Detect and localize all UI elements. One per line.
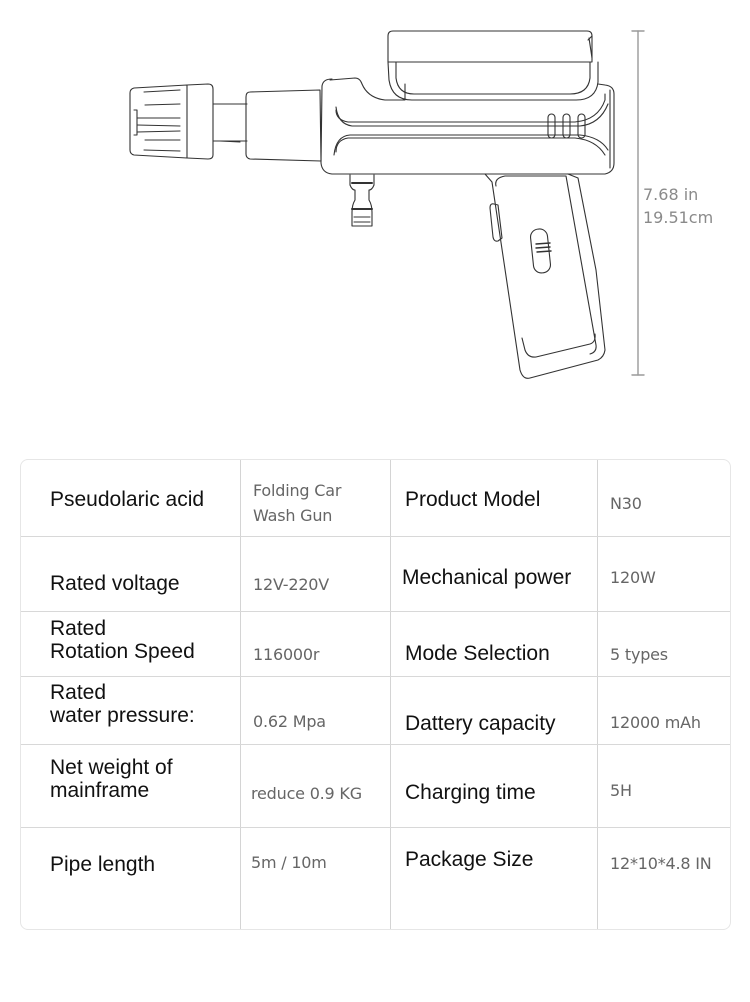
nozzle-cap-icon [130, 84, 213, 159]
spec-label-rotation-speed: Rated Rotation Speed [50, 617, 195, 663]
spec-value-battery-capacity: 12000 mAh [610, 713, 701, 732]
car-wash-gun-drawing [0, 0, 750, 420]
row-divider [21, 611, 730, 612]
height-centimeters: 19.51cm [643, 208, 714, 227]
spec-label-battery-capacity: Dattery capacity [405, 712, 556, 735]
spec-value-product-name: Folding Car Wash Gun [253, 481, 342, 525]
column-divider [390, 460, 391, 929]
spec-value-pipe-length: 5m / 10m [251, 853, 327, 872]
spec-value-product-model: N30 [610, 494, 642, 513]
spec-label-package-size: Package Size [405, 848, 534, 871]
spec-value-water-pressure: 0.62 Mpa [253, 712, 326, 731]
row-divider [21, 676, 730, 677]
spec-label-water-pressure: Rated water pressure: [50, 681, 195, 727]
spec-label-net-weight: Net weight of mainframe [50, 756, 173, 802]
spec-label-product-model: Product Model [405, 488, 541, 511]
spec-value-rated-voltage: 12V-220V [253, 575, 330, 594]
height-inches: 7.68 in [643, 185, 699, 204]
spec-label-mechanical-power: Mechanical power [402, 566, 572, 589]
spec-value-package-size: 12*10*4.8 IN [610, 854, 712, 873]
spec-label-pipe-length: Pipe length [50, 853, 156, 876]
slider-switch-icon [530, 228, 552, 274]
spec-value-net-weight: reduce 0.9 KG [251, 784, 362, 803]
row-divider [21, 536, 730, 537]
spec-value-charging-time: 5H [610, 781, 632, 800]
column-divider [597, 460, 598, 929]
spec-label-mode-selection: Mode Selection [405, 642, 550, 665]
spec-value-mechanical-power: 120W [610, 568, 656, 587]
spec-table [20, 459, 731, 930]
column-divider [240, 460, 241, 929]
row-divider [21, 744, 730, 745]
spec-label-pseudolaric-acid: Pseudolaric acid [50, 488, 205, 511]
product-illustration [0, 0, 750, 420]
row-divider [21, 827, 730, 828]
spec-label-charging-time: Charging time [405, 781, 536, 804]
spec-value-rotation-speed: 116000r [253, 645, 320, 664]
spec-value-mode-selection: 5 types [610, 645, 668, 664]
spec-label-rated-voltage: Rated voltage [50, 572, 180, 595]
hose-connector-icon [350, 175, 374, 226]
height-dimension-label [643, 183, 713, 229]
